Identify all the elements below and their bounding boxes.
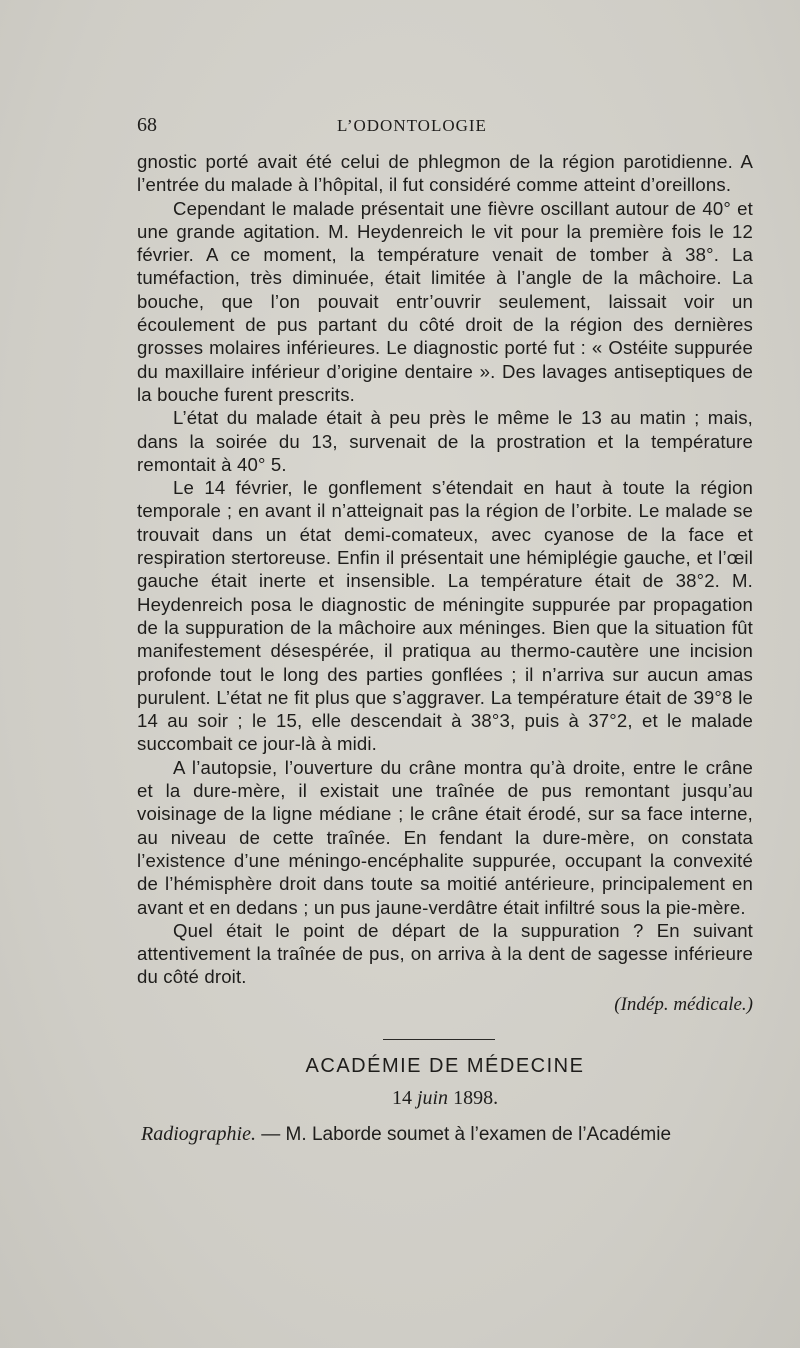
topic-text: — M. Laborde soumet à l’examen de l’Académie bbox=[261, 1124, 672, 1146]
journal-title: L’ODONTOLOGIE bbox=[337, 116, 487, 135]
section-date bbox=[137, 1084, 753, 1112]
section-title: ACADÉMIE DE MÉDECINE bbox=[305, 1055, 585, 1078]
paragraph-14th: Le 14 février, le gonflement s’étendait en haut à toute la région temporale ; en avant il n’atteignait pas la région de l’orbite. Le malade se trouvait dans un état demi-comateux, avec cyanose de la face et respiration stertoreuse. Enfin il présentait une hémiplégie gauche, et l’œil gauche était inerte et insensible. La température était de 38°2. M. Heydenreich posa le diagnostic de méningite suppurée par propagation de la suppuration de la mâchoire aux méninges. Bien que la situation fût manifestement désespérée, il pratiqua au thermo-cautère une incision profonde tout le long des parties gonflées ; il n’arriva sur aucun amas purulent. L’état ne fit plus que s’aggraver. La température était de 39°8 le 14 au soir ; le 15, elle descendait à 38°3, puis à 37°2, et le malade succombait ce jour-là à midi. bbox=[137, 477, 753, 755]
paragraph-13th: L’état du malade était à peu près le même le 13 au matin ; mais, dans la soirée du 13, survenait de la prostration et la température remontait à 40° 5. bbox=[137, 407, 753, 475]
page-number: 68 bbox=[137, 114, 157, 136]
section-divider bbox=[383, 1039, 495, 1041]
source-citation: (Indép. médicale.) bbox=[614, 993, 753, 1015]
date-month: juin bbox=[416, 1087, 449, 1110]
body-text bbox=[137, 150, 753, 1147]
paragraph-autopsy: A l’autopsie, l’ouverture du crâne montra qu’à droite, entre le crâne et la dure-mère, il existait une traînée de pus remontant jusqu’au voisinage de la ligne médiane ; le crâne était érodé, sur sa face interne, au niveau de cette traînée. En fendant la dure-mère, on constata l’existence d’une méningo-encéphalite suppurée, occupant la convexité de l’hémisphère droit dans toute sa moitié antérieure, principalement en avant et en dedans ; un pus jaune-verdâtre était infiltré sous la pie-mère. bbox=[137, 756, 753, 918]
running-head bbox=[137, 114, 663, 142]
paragraph-origin: Quel était le point de départ de la suppuration ? En suivant attentivement la traînée de pus, on arriva à la dent de sagesse inférieure du côté droit. bbox=[137, 919, 753, 988]
topic-label: Radiographie. bbox=[141, 1123, 256, 1146]
paragraph-continuation: gnostic porté avait été celui de phlegmon de la région parotidienne. A l’entrée du malade à l’hôpital, il fut considéré comme atteint d’oreillons. bbox=[137, 151, 753, 196]
paragraph-fever: Cependant le malade présentait une fièvre oscillant autour de 40° et une grande agitation. M. Heydenreich le vit pour la première fois le 12 février. A ce moment, la température venait de tomber à 38°. La tuméfaction, très diminuée, était limitée à l’angle de la mâchoire. La bouche, que l’on pouvait entr’ouvrir seulement, laissait voir un écoulement de pus partant du côté droit de la région des dernières grosses molaires inférieures. Le diagnostic porté fut : « Ostéite suppurée du maxillaire inférieur d’origine dentaire ». Des lavages antiseptiques de la bouche furent prescrits. bbox=[137, 197, 753, 405]
radiographie-paragraph bbox=[137, 1122, 753, 1147]
date-year: 1898. bbox=[453, 1087, 499, 1110]
date-day: 14 bbox=[391, 1087, 412, 1110]
